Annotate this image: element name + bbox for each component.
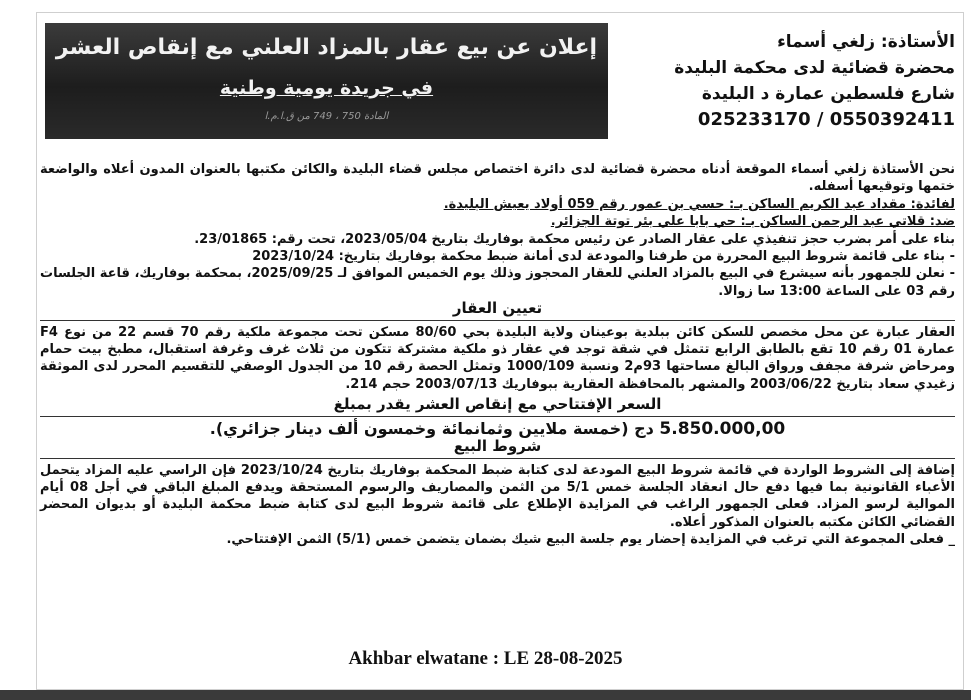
- notice-body: [40, 161, 955, 549]
- section-heading-terms: شروط البيع: [453, 437, 542, 456]
- bailiff-title: محضرة قضائية لدى محكمة البليدة: [674, 58, 955, 78]
- property-description: العقار عبارة عن محل مخصص للسكن كائن ببلدية بوعينان ولاية البليدة بحي 80/60 مسكن تحت مجموعة ملكية رقم 70 قسم 22 من نوع F4 عمارة 01 رقم 10 تقع بالطابق الرابع تتمثل في شقة توجد في عقار ذو ملكية مشتركة تتكون من ثلاث غرف وغرفة استقبال، مطبخ بيت حمام ومرحاض شرفة مجفف ورواق البالغ مساحتها 93م2 ونسبة 1000/109 وتمثل الحصة رقم 10 من الجدول الوصفي للتقسيم المحرر لدى الموثقة زغيدي سعاد بتاريخ 2003/06/22 والمشهر بالمحافظة العقارية ببوفاريك 2003/07/13 حجم 214.: [40, 324, 956, 392]
- seizure-order-paragraph: بناء على أمر بضرب حجز تنفيذي على عقار الصادر عن رئيس محكمة بوفاريك بتاريخ 2023/05/04، تحت رقم: 23/01865.: [194, 231, 955, 247]
- bailiff-name: الأستاذة: زلغي أسماء: [777, 32, 955, 52]
- opening-price: [40, 420, 955, 438]
- section-heading-property: تعيين العقار: [452, 299, 543, 318]
- bottom-edge-bar: [0, 690, 971, 700]
- banner-subtitle: في جريدة يومية وطنية: [219, 77, 434, 99]
- conditions-list-paragraph: - بناء على قائمة شروط البيع المحررة من طرفنا والمودعة لدى أمانة ضبط محكمة بوفاريك بتاريخ: 2023/10/24: [252, 249, 955, 265]
- price-in-words: دج (خمسة ملايين وثمانمائة وخمسون ألف دينار جزائري).: [209, 418, 654, 438]
- bailiff-office-block: [625, 29, 955, 133]
- banner-title: إعلان عن بيع عقار بالمزاد العلني مع إنقاص العشر: [55, 35, 598, 60]
- office-phones: 025233170 / 0550392411: [697, 109, 955, 130]
- terms-paragraph: إضافة إلى الشروط الواردة في قائمة شروط البيع المودعة لدى كتابة ضبط المحكمة بوفاريك بتاريخ 2023/10/24 فإن الراسي عليه المزاد يتحمل الأعباء القانونية بما فيها دفع حال انعقاد الجلسة خمس 5/1 من الثمن والمصاريف والرسوم المستحقة ويدفع المبلغ الباقي في أجل 08 أيام الموالية لرسو المزاد. فعلى الجمهور الراغب في المزايدة الإطلاع على قائمة شروط البيع لدى كتابة ضبط محكمة البليدة أو بديوان المحضر القضائي الكائن مكتبه بالعنوان المذكور أعلاه.: [40, 462, 955, 530]
- against-line: ضد: قلاتي عبد الرحمن الساكن بـ: حي بابا علي بئر توتة الجزائر.: [550, 214, 955, 230]
- guarantee-paragraph: _ فعلى المجموعة التي ترغب في المزايدة إحضار يوم جلسة البيع شيك بضمان يتضمن خمس (5/1) الثمن الإفتتاحي.: [226, 532, 955, 548]
- section-heading-price: السعر الإفتتاحي مع إنقاص العشر يقدر بمبلغ: [333, 395, 662, 414]
- office-address: شارع فلسطين عمارة د البليدة: [701, 84, 955, 104]
- auction-date-paragraph: - نعلن للجمهور بأنه سيشرع في البيع بالمزاد العلني للعقار المحجوز وذلك يوم الخميس الموافق لـ 2025/09/25، بمحكمة بوفاريك، قاعة الجلسات رقم 03 على الساعة 13:00 سا زوالا.: [40, 266, 955, 299]
- newspaper-source: Akhbar elwatane : LE 28-08-2025: [348, 648, 623, 669]
- price-number: 5.850.000,00: [659, 418, 786, 439]
- divider: [40, 416, 955, 417]
- beneficiary-line: لفائدة: مقداد عبد الكريم الساكن بـ: حسي بن عمور رقم 059 أولاد يعيش البليدة.: [443, 196, 955, 212]
- banner-note: المادة 750 ، 749 من ق.ا.م.ا: [264, 111, 389, 122]
- divider: [40, 320, 955, 321]
- notice-header: [45, 23, 955, 145]
- intro-paragraph: نحن الأستاذة زلغي أسماء الموقعة أدناه محضرة قضائية لدى دائرة اختصاص مجلس قضاء البليدة والكائن مكتبها بالعنوان المدون أعلاه والواضعة ختمها وتوقيعها أسفله.: [40, 162, 955, 195]
- divider: [40, 458, 955, 459]
- title-banner: [45, 23, 608, 139]
